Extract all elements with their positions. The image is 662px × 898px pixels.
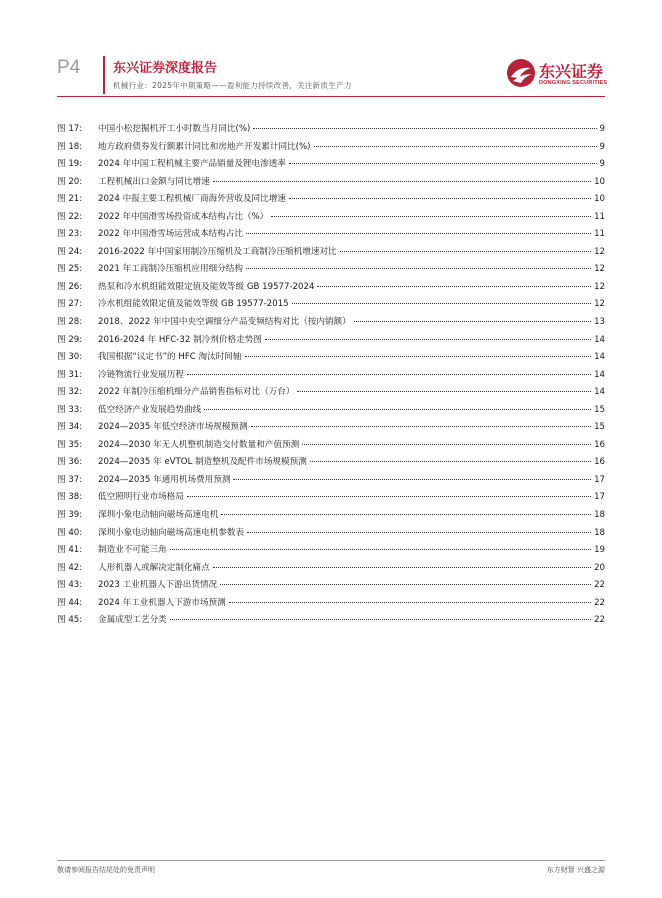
toc-entry[interactable]	[57, 385, 605, 403]
toc-entry[interactable]	[57, 543, 605, 561]
footer-rule	[57, 860, 605, 861]
figure-page-number: 11	[594, 211, 605, 222]
toc-entry[interactable]	[57, 350, 605, 368]
figure-page-number: 12	[594, 281, 605, 292]
toc-entry[interactable]	[57, 420, 605, 438]
figure-title: 2022 年制冷压缩机细分产品销售指标对比（万台）	[98, 387, 295, 398]
figure-page-number: 22	[594, 580, 605, 591]
figure-number: 图 31:	[57, 369, 83, 380]
figure-page-number: 10	[594, 176, 605, 187]
figure-number: 图 21:	[57, 194, 83, 205]
toc-entry[interactable]	[57, 227, 605, 245]
figure-title: 2024—2035 年通用机场费用预测	[98, 474, 231, 485]
toc-entry[interactable]	[57, 508, 605, 526]
page-number: P4	[57, 57, 81, 78]
figure-title: 2022 年中国滑雪场投资成本结构占比（%）	[98, 211, 269, 222]
dot-leader	[187, 496, 591, 497]
figure-page-number: 18	[594, 527, 605, 538]
toc-entry[interactable]	[57, 561, 605, 579]
figure-number: 图 20:	[57, 176, 83, 187]
figure-number: 图 43:	[57, 580, 83, 591]
dot-leader	[233, 479, 591, 480]
figure-number: 图 42:	[57, 562, 83, 573]
figure-page-number: 9	[599, 141, 605, 152]
dot-leader	[213, 567, 591, 568]
figure-page-number: 22	[594, 597, 605, 608]
dot-leader	[245, 356, 592, 357]
figure-number: 图 24:	[57, 246, 83, 257]
dot-leader	[170, 619, 591, 620]
figure-title: 2018、2022 年中国中央空调细分产品变频结构对比（按内销额）	[98, 317, 351, 328]
figure-number: 图 44:	[57, 597, 83, 608]
logo-english-name: DONGXING SECURITIES	[539, 80, 608, 86]
figure-title: 中国小松挖掘机开工小时数当月同比(%)	[98, 124, 251, 134]
dot-leader	[204, 409, 591, 410]
figure-number: 图 29:	[57, 334, 83, 345]
toc-entry[interactable]	[57, 403, 605, 421]
dot-leader	[246, 233, 591, 234]
toc-entry[interactable]	[57, 262, 605, 280]
figure-page-number: 14	[594, 352, 605, 363]
figure-number: 图 32:	[57, 387, 83, 398]
report-subtitle: 机械行业：2025年中期策略——盈利能力持续改善，关注新质生产力	[113, 81, 352, 90]
toc-entry[interactable]	[57, 438, 605, 456]
figure-page-number: 10	[594, 194, 605, 205]
figure-title: 2024 年工业机器人下游市场预测	[98, 597, 226, 608]
figure-number: 图 19:	[57, 159, 83, 170]
toc-entry[interactable]	[57, 455, 605, 473]
footer-slogan: 东方财智 兴盛之源	[546, 866, 605, 874]
logo-chinese-name: 东兴证券	[539, 62, 604, 81]
figure-page-number: 17	[594, 474, 605, 485]
figure-title: 2024—2030 年无人机整机制造交付数量和产值预测	[98, 439, 300, 450]
figure-title: 2016-2024 年 HFC-32 制冷剂价格走势图	[98, 334, 262, 345]
dot-leader	[314, 146, 597, 147]
figure-title: 人形机器人或解决定制化痛点	[98, 562, 210, 573]
toc-entry[interactable]	[57, 315, 605, 333]
figure-title: 冷水机组能效限定值及能效等级 GB 19577-2015	[98, 299, 289, 310]
figure-title: 2024—2035 年低空经济市场规模预测	[98, 422, 248, 433]
figure-number: 图 27:	[57, 299, 83, 310]
figure-number: 图 28:	[57, 317, 83, 328]
dot-leader	[220, 584, 591, 585]
figure-list	[57, 122, 605, 631]
figure-page-number: 14	[594, 387, 605, 398]
figure-title: 2024 中报主要工程机械厂商海外营收及同比增速	[98, 194, 286, 205]
figure-title: 我国根据“议定书”的 HFC 淘汰时间轴	[98, 352, 242, 363]
figure-page-number: 16	[594, 457, 605, 468]
figure-page-number: 12	[594, 246, 605, 257]
figure-title: 地方政府债券发行额累计同比和房地产开发累计同比(%)	[98, 141, 311, 152]
figure-title: 金属成型工艺分类	[98, 615, 167, 626]
dot-leader	[265, 339, 591, 340]
figure-number: 图 25:	[57, 264, 83, 275]
toc-entry[interactable]	[57, 596, 605, 614]
figure-page-number: 16	[594, 439, 605, 450]
toc-entry[interactable]	[57, 578, 605, 596]
figure-title: 热泵和冷水机组能效限定值及能效等级 GB 19577-2024	[98, 281, 315, 292]
page-header	[0, 0, 662, 100]
figure-title: 2021 年工商制冷压缩机应用细分结构	[98, 264, 243, 275]
figure-page-number: 9	[599, 124, 605, 134]
header-divider	[103, 56, 105, 94]
figure-number: 图 22:	[57, 211, 83, 222]
dot-leader	[292, 303, 591, 304]
dot-leader	[213, 181, 591, 182]
dot-leader	[317, 286, 591, 287]
figure-page-number: 14	[594, 369, 605, 380]
dot-leader	[310, 461, 591, 462]
figure-title: 2022 年中国滑雪场运营成本结构占比	[98, 229, 243, 240]
toc-entry[interactable]	[57, 140, 605, 158]
figure-page-number: 12	[594, 264, 605, 275]
figure-page-number: 12	[594, 299, 605, 310]
header-rule	[57, 96, 605, 97]
toc-entry[interactable]	[57, 175, 605, 193]
figure-number: 图 35:	[57, 439, 83, 450]
figure-number: 图 38:	[57, 492, 83, 503]
toc-entry[interactable]	[57, 490, 605, 508]
figure-page-number: 15	[594, 422, 605, 433]
toc-entry[interactable]	[57, 122, 605, 140]
figure-number: 图 39:	[57, 510, 83, 521]
figure-number: 图 45:	[57, 615, 83, 626]
toc-entry[interactable]	[57, 280, 605, 298]
footer-disclaimer: 敬请参阅报告结尾处的免责声明	[57, 866, 155, 874]
figure-page-number: 13	[594, 317, 605, 328]
figure-number: 图 33:	[57, 404, 83, 415]
toc-entry[interactable]	[57, 245, 605, 263]
figure-number: 图 18:	[57, 141, 83, 152]
figure-title: 低空经济产业发展趋势曲线	[98, 404, 202, 415]
toc-entry[interactable]	[57, 157, 605, 175]
figure-number: 图 26:	[57, 281, 83, 292]
dot-leader	[253, 128, 596, 129]
toc-entry[interactable]	[57, 473, 605, 491]
dot-leader	[251, 426, 591, 427]
figure-title: 2024—2035 年 eVTOL 制造整机及配件市场规模预测	[98, 457, 307, 468]
dot-leader	[271, 216, 591, 217]
company-logo	[506, 58, 610, 90]
dot-leader	[229, 602, 591, 603]
dot-leader	[246, 268, 591, 269]
figure-page-number: 15	[594, 404, 605, 415]
report-title: 东兴证券深度报告	[113, 61, 218, 76]
toc-entry[interactable]	[57, 192, 605, 210]
dot-leader	[289, 163, 597, 164]
figure-page-number: 19	[594, 545, 605, 556]
figure-page-number: 20	[594, 562, 605, 573]
figure-title: 2023 工业机器人下游出货情况	[98, 580, 218, 591]
logo-mark-icon	[506, 58, 536, 88]
figure-number: 图 36:	[57, 457, 83, 468]
figure-title: 深圳小象电动轴向磁场高速电机	[98, 510, 219, 521]
toc-entry[interactable]	[57, 526, 605, 544]
dot-leader	[289, 198, 591, 199]
figure-number: 图 40:	[57, 527, 83, 538]
figure-title: 深圳小象电动轴向磁场高速电机参数表	[98, 527, 245, 538]
figure-number: 图 30:	[57, 352, 83, 363]
figure-title: 低空照明行业市场格局	[98, 492, 184, 503]
figure-page-number: 18	[594, 510, 605, 521]
toc-entry[interactable]	[57, 297, 605, 315]
toc-entry[interactable]	[57, 210, 605, 228]
figure-number: 图 23:	[57, 229, 83, 240]
figure-page-number: 22	[594, 615, 605, 626]
toc-entry[interactable]	[57, 333, 605, 351]
figure-page-number: 9	[599, 159, 605, 170]
dot-leader	[340, 251, 591, 252]
figure-title: 冷链物流行业发展历程	[98, 369, 184, 380]
figure-number: 图 37:	[57, 474, 83, 485]
figure-title: 2016-2022 年中国家用制冷压缩机及工商制冷压缩机增速对比	[98, 246, 337, 257]
dot-leader	[302, 444, 591, 445]
toc-entry[interactable]	[57, 368, 605, 386]
dot-leader	[247, 532, 591, 533]
figure-number: 图 41:	[57, 545, 83, 556]
dot-leader	[297, 391, 591, 392]
toc-entry[interactable]	[57, 613, 605, 631]
dot-leader	[187, 374, 591, 375]
figure-number: 图 17:	[57, 124, 83, 134]
figure-number: 图 34:	[57, 422, 83, 433]
figure-title: 工程机械出口金额与同比增速	[98, 176, 210, 187]
figure-title: 制造业不可能三角	[98, 545, 167, 556]
figure-page-number: 11	[594, 229, 605, 240]
dot-leader	[354, 321, 591, 322]
figure-title: 2024 年中国工程机械主要产品销量及锂电渗透率	[98, 159, 286, 170]
figure-page-number: 17	[594, 492, 605, 503]
figure-page-number: 14	[594, 334, 605, 345]
dot-leader	[221, 514, 591, 515]
dot-leader	[170, 549, 591, 550]
